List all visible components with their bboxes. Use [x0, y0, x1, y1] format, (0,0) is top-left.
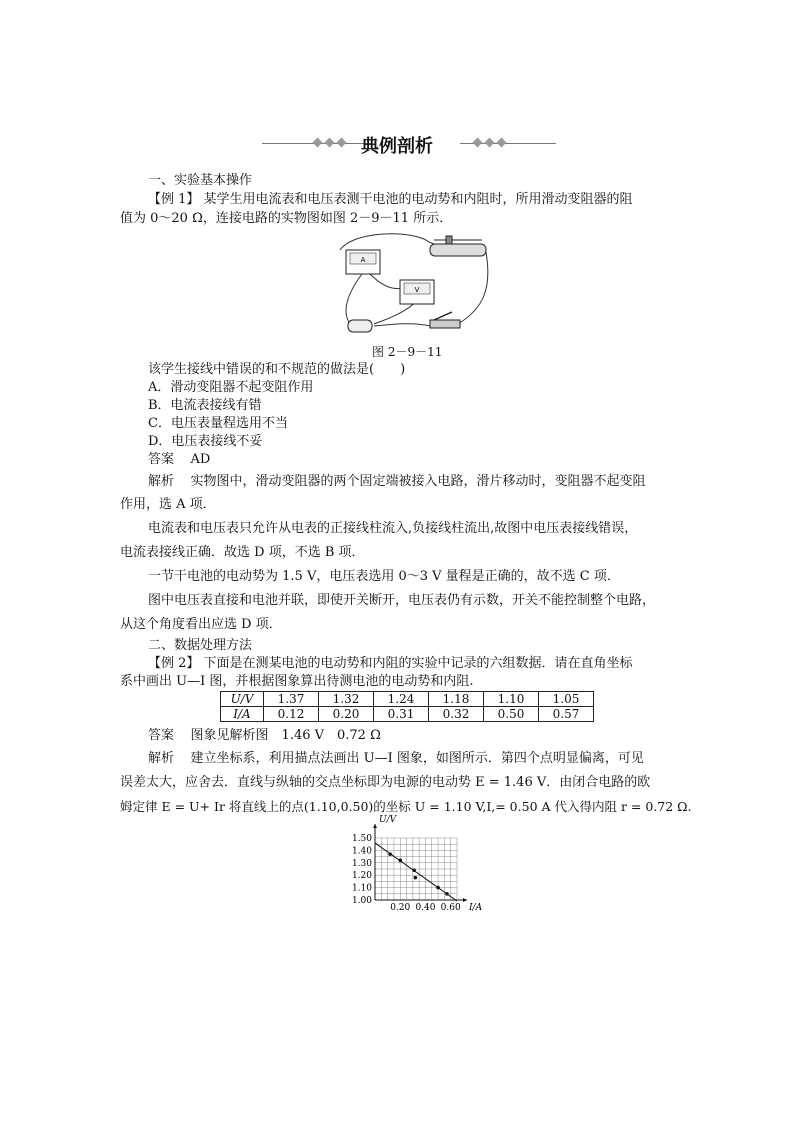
- analysis2-text1: 建立坐标系，利用描点法画出 U—I 图象，如图所示．第四个点明显偏离，可见: [190, 751, 644, 766]
- table-row: [221, 692, 594, 707]
- data-point: [412, 868, 416, 872]
- x-tick-label: 0.60: [440, 903, 461, 913]
- data-table: [220, 691, 594, 722]
- table-cell: 0.31: [374, 707, 429, 722]
- y-axis-label: U/V: [379, 815, 397, 825]
- table-cell: 0.12: [264, 707, 319, 722]
- y-tick-label: 1.00: [351, 896, 372, 906]
- analysis2-line3: 姆定律 E = U+ Ir 将直线上的点(1.10,0.50)的坐标 U = 1.10 V,I,= 0.50 A 代入得内阻 r = 0.72 Ω.: [120, 799, 692, 814]
- answer1-label: 答案: [148, 452, 175, 467]
- table-cell: 1.05: [539, 692, 594, 707]
- option-a: A．滑动变阻器不起变阻作用: [148, 380, 314, 395]
- y-tick-label: 1.50: [351, 834, 372, 844]
- y-tick-label: 1.40: [351, 846, 372, 857]
- wire-right: [458, 252, 488, 324]
- wire-top: [340, 234, 429, 250]
- section1-title: 一、实验基本操作: [148, 173, 253, 188]
- y-axis-arrow: [373, 824, 377, 828]
- x-tick-label: 0.20: [390, 903, 411, 913]
- x-tick-label: 0.40: [415, 903, 436, 913]
- battery: [348, 320, 372, 332]
- wire-bottom: [374, 324, 430, 326]
- data-point: [398, 859, 402, 863]
- table-row: [221, 707, 594, 722]
- table-cell: 1.37: [264, 692, 319, 707]
- voltmeter-label: V: [414, 286, 420, 294]
- analysis1-line2: 作用，选 A 项．: [120, 497, 216, 512]
- example1-text1: 某学生用电流表和电压表测干电池的电动势和内阻时，所用滑动变阻器的阻: [203, 192, 633, 207]
- circuit-figure: [334, 228, 494, 342]
- answer1: [148, 451, 210, 469]
- answer1-value: AD: [190, 452, 211, 467]
- analysis2-line1: [148, 750, 644, 768]
- example2-text1: 下面是在测某电池的电动势和内阻的实验中记录的六组数据．请在直角坐标: [203, 656, 633, 671]
- table-cell: 1.18: [429, 692, 484, 707]
- rheostat: [430, 244, 486, 256]
- ui-chart: [330, 812, 490, 916]
- x-axis-arrow: [463, 898, 467, 902]
- example2-label: 【例 2】: [148, 656, 200, 671]
- section2-title: 二、数据处理方法: [148, 638, 253, 653]
- answer2: [148, 727, 381, 745]
- table-cell: 0.32: [429, 707, 484, 722]
- answer2-label: 答案: [148, 728, 175, 743]
- analysis1-text1: 实物图中，滑动变阻器的两个固定端被接入电路，滑片移动时，变阻器不起变阻: [190, 474, 646, 489]
- table-header-u: U/V: [221, 692, 264, 707]
- wire-left: [346, 274, 362, 326]
- table-cell: 0.50: [484, 707, 539, 722]
- table-cell: 1.24: [374, 692, 429, 707]
- example2-line1: [148, 655, 633, 673]
- table-cell: 0.20: [319, 707, 374, 722]
- table-header-i: I/A: [221, 707, 264, 722]
- page-title: 典例剖析: [361, 136, 433, 157]
- switch-lever: [434, 312, 452, 320]
- example2-line2: 系中画出 U—I 图，并根据图象算出待测电池的电动势和内阻.: [120, 674, 474, 689]
- y-tick-label: 1.30: [351, 858, 372, 869]
- fit-line: [375, 843, 457, 901]
- question1-prompt: 该学生接线中错误的和不规范的做法是( ): [148, 362, 406, 377]
- option-b: B．电流表接线有错: [148, 398, 262, 413]
- data-point: [445, 892, 449, 896]
- analysis2-label: 解析: [148, 751, 175, 766]
- option-c: C．电压表量程选用不当: [148, 416, 288, 431]
- analysis1-line6: 图中电压表直接和电池并联，即使开关断开，电压表仍有示数，开关不能控制整个电路，: [148, 593, 656, 608]
- data-point: [436, 886, 440, 890]
- data-point: [414, 876, 418, 880]
- data-point: [388, 852, 392, 856]
- analysis1-label: 解析: [148, 474, 175, 489]
- analysis2-line2: 误差太大，应舍去．直线与纵轴的交点坐标即为电源的电动势 E = 1.46 V．由闭合电路的欧: [120, 775, 651, 790]
- table-cell: 1.32: [319, 692, 374, 707]
- option-d: D．电压表接线不妥: [148, 434, 263, 449]
- table-cell: 1.10: [484, 692, 539, 707]
- example1-line2: 值为 0～20 Ω，连接电路的实物图如图 2－9－11 所示．: [120, 211, 453, 226]
- analysis1-line7: 从这个角度看出应选 D 项．: [120, 617, 282, 632]
- x-axis-label: I/A: [469, 903, 483, 913]
- analysis1-line1: [148, 473, 646, 491]
- example1-line1: [148, 191, 633, 209]
- y-tick-label: 1.10: [351, 883, 372, 894]
- y-tick-label: 1.20: [351, 871, 372, 882]
- figure-caption: 图 2－9－11: [372, 345, 443, 359]
- analysis1-line5: 一节干电池的电动势为 1.5 V，电压表选用 0～3 V 量程是正确的，故不选 C 项．: [148, 569, 620, 584]
- analysis1-line4: 电流表接线正确．故选 D 项，不选 B 项．: [120, 545, 365, 560]
- example1-label: 【例 1】: [148, 192, 200, 207]
- answer2-value: 图象见解析图 1.46 V 0.72 Ω: [190, 728, 381, 743]
- table-cell: 0.57: [539, 707, 594, 722]
- switch: [430, 320, 460, 328]
- analysis1-line3: 电流表和电压表只允许从电表的正接线柱流入,负接线柱流出,故图中电压表接线错误，: [148, 521, 638, 536]
- ammeter-label: A: [360, 256, 366, 264]
- rheostat-slider: [446, 236, 452, 244]
